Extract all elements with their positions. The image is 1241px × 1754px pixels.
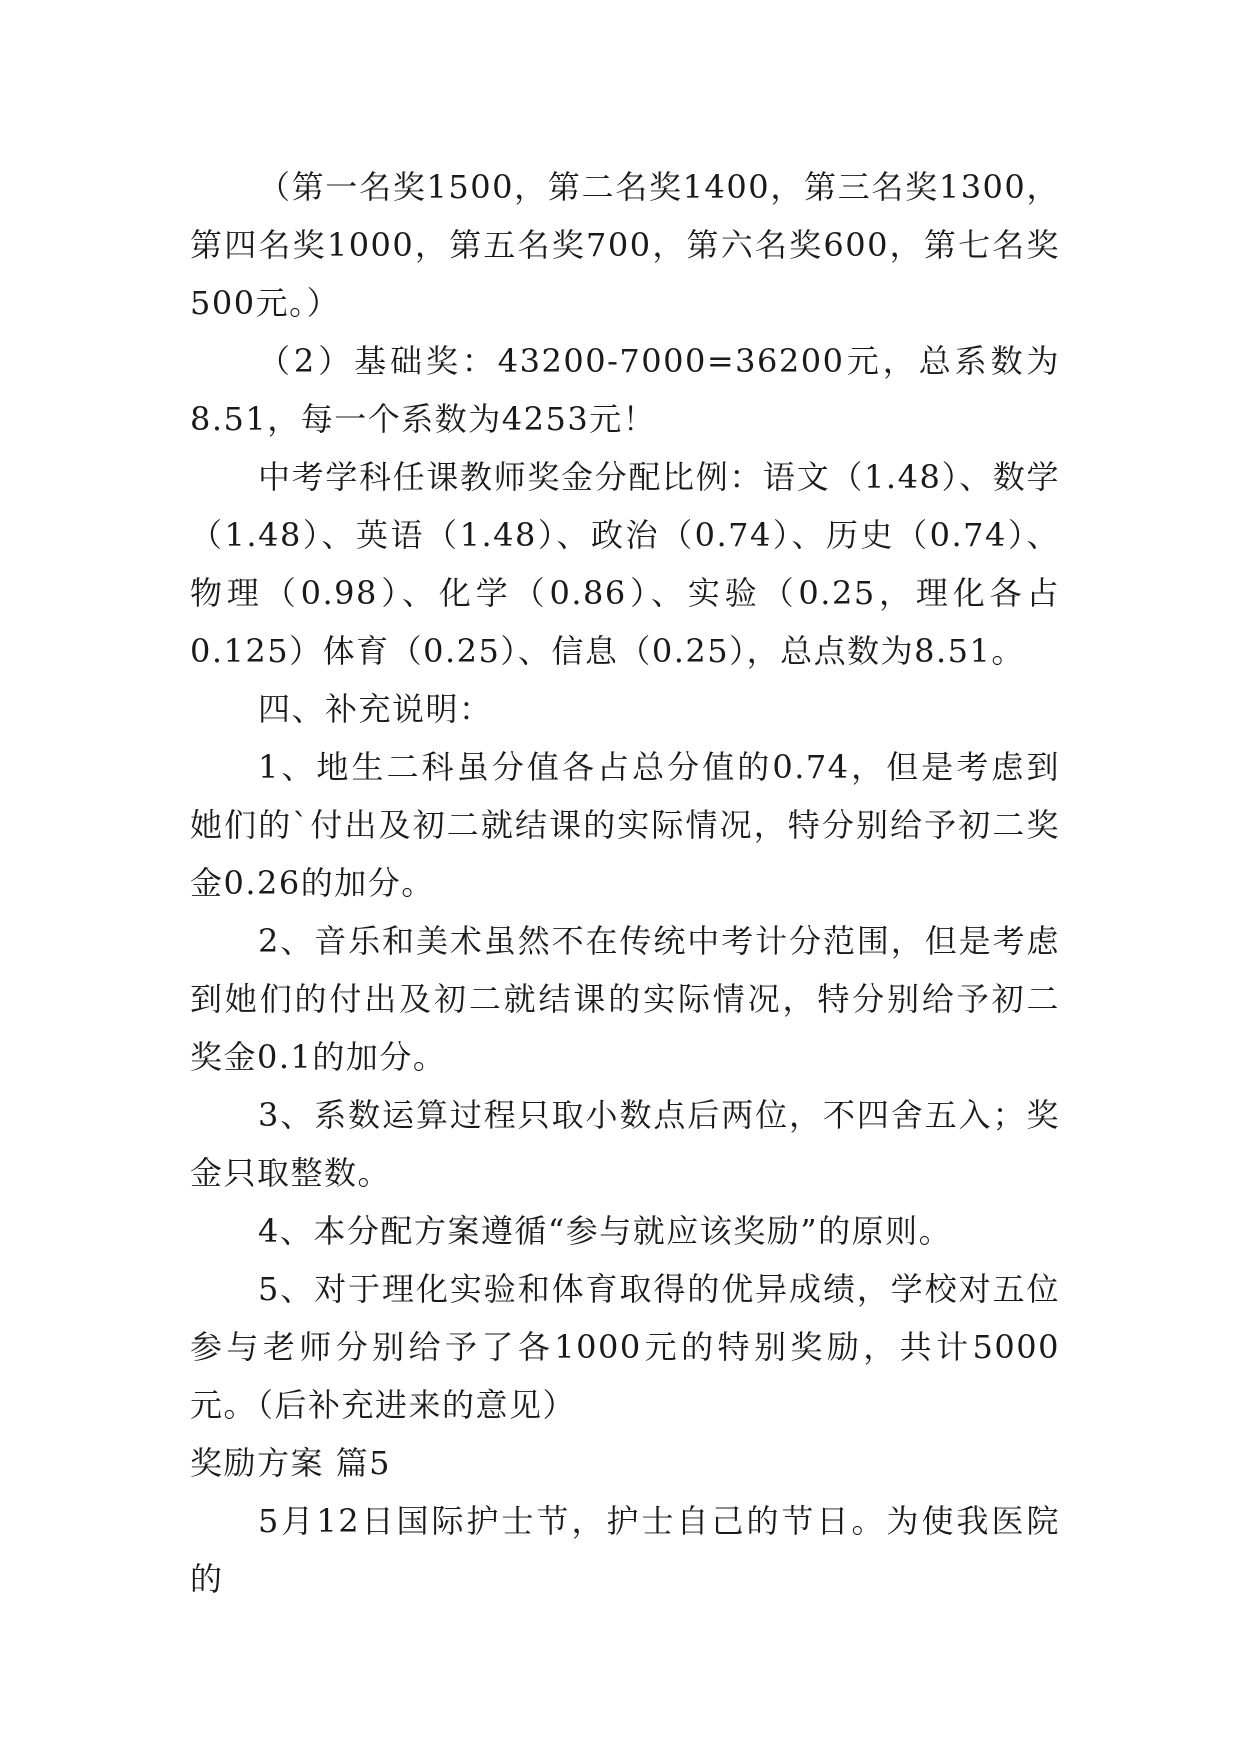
paragraph-supplement-3: 3、系数运算过程只取小数点后两位，不四舍五入；奖金只取整数。 <box>190 1096 1060 1192</box>
paragraph-nurses-day: 5月12日国际护士节，护士自己的节日。为使我医院的 <box>190 1502 1060 1598</box>
document-body <box>190 158 1060 1608</box>
paragraph-supplement-2: 2、音乐和美术虽然不在传统中考计分范围，但是考虑到她们的付出及初二就结课的实际情况，特分别给予初二奖金0.1的加分。 <box>190 922 1060 1076</box>
paragraph-supplement-4: 4、本分配方案遵循“参与就应该奖励”的原则。 <box>258 1212 953 1250</box>
paragraph-subject-ratio: 中考学科任课教师奖金分配比例：语文（1.48）、数学（1.48）、英语（1.48）、政治（0.74）、历史（0.74）、物理（0.98）、化学（0.86）、实验（0.25，理化各占0.125）体育（0.25）、信息（0.25），总点数为8.51。 <box>190 458 1060 670</box>
paragraph-supplement-5: 5、对于理化实验和体育取得的优异成绩，学校对五位参与老师分别给予了各1000元的特别奖励，共计5000元。（后补充进来的意见） <box>190 1270 1060 1424</box>
paragraph-prize-ranking: （第一名奖1500，第二名奖1400，第三名奖1300，第四名奖1000，第五名奖700，第六名奖600，第七名奖500元。） <box>190 168 1060 322</box>
paragraph-supplement-heading: 四、补充说明： <box>258 690 493 728</box>
section-heading: 奖励方案 篇5 <box>190 1444 392 1482</box>
paragraph-supplement-1: 1、地生二科虽分值各占总分值的0.74，但是考虑到她们的`付出及初二就结课的实际情况，特分别给予初二奖金0.26的加分。 <box>190 748 1060 902</box>
paragraph-base-prize: （2）基础奖：43200-7000=36200元，总系数为8.51，每一个系数为4253元！ <box>190 342 1060 438</box>
